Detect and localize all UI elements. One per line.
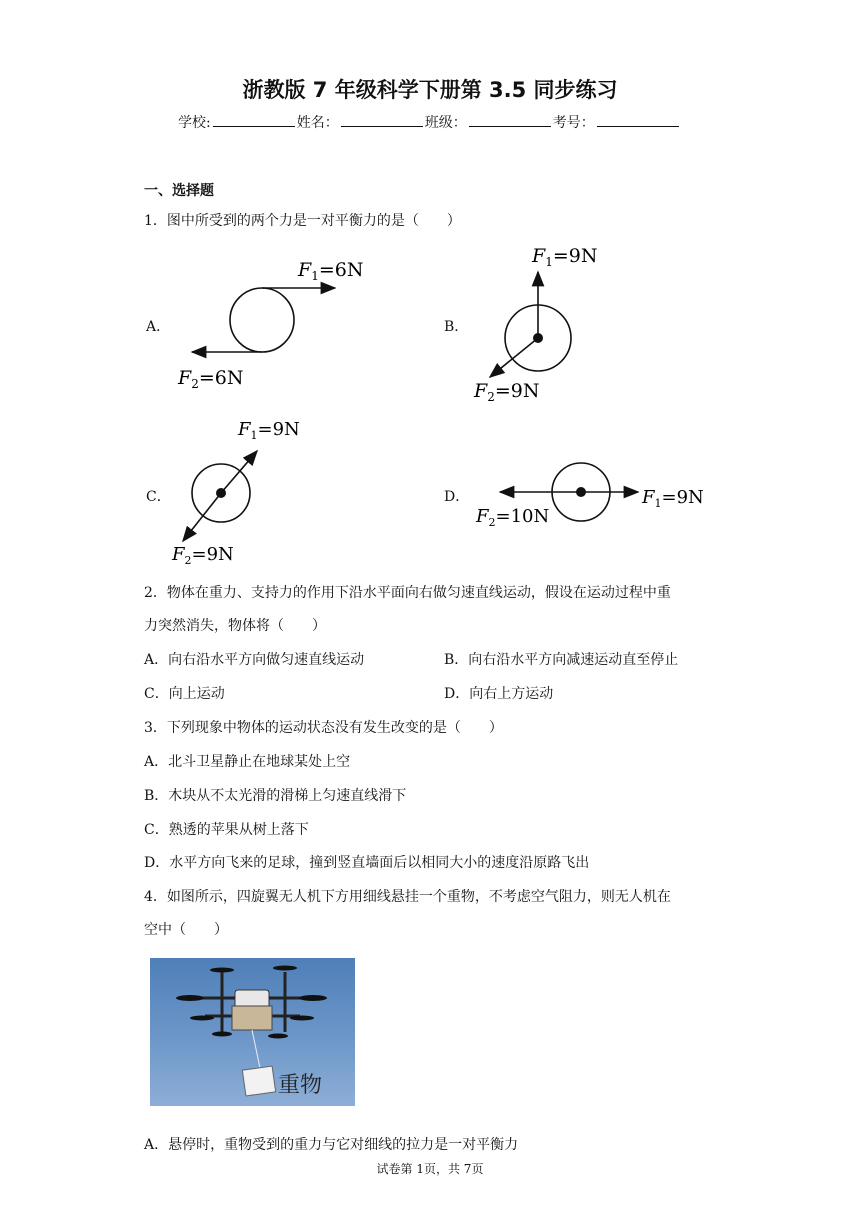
q2-option-b: B．向右沿水平方向减速运动直至停止 (444, 652, 679, 668)
force-f2-arrow (183, 493, 221, 541)
force-f2-label: $F_2=9N$ (474, 380, 540, 404)
object-circle (230, 288, 294, 352)
force-f1-arrow (221, 451, 257, 493)
q1-figure-c (168, 415, 368, 570)
class-label: 班级： (424, 115, 467, 131)
payload-label: 重物 (278, 1073, 323, 1098)
page-title: 浙教版 7 年级科学下册第 3.5 同步练习 (242, 78, 618, 102)
school-blank[interactable] (213, 112, 295, 127)
q4-stem-line1: 4．如图所示，四旋翼无人机下方用细线悬挂一个重物，不考虑空气阻力，则无人机在 (144, 889, 671, 905)
q1-stem: 1．图中所受到的两个力是一对平衡力的是（ ） (144, 213, 461, 229)
q3-option-a: A．北斗卫星静止在地球某处上空 (144, 754, 351, 770)
q2-option-a: A．向右沿水平方向做匀速直线运动 (144, 652, 365, 668)
q3-option-c: C．熟透的苹果从树上落下 (144, 822, 309, 838)
force-f1-label: $F_1=9N$ (532, 245, 598, 269)
q2-stem-line1: 2．物体在重力、支持力的作用下沿水平面向右做匀速直线运动，假设在运动过程中重 (144, 585, 671, 601)
q2-option-c: C．向上运动 (144, 686, 225, 702)
school-label: 学校: (178, 115, 211, 131)
q2-stem-line2: 力突然消失，物体将（ ） (144, 618, 326, 634)
section-heading: 一、选择题 (144, 183, 214, 199)
force-f2-label: $F_2=10N$ (476, 506, 550, 529)
force-f1-label: $F_1=6N$ (298, 259, 364, 283)
q1-option-c-label: C． (146, 489, 171, 505)
exam-no-label: 考号： (552, 115, 595, 131)
q1-option-d-label: D． (444, 489, 470, 505)
page-footer: 试卷第 1页，共 7页 (376, 1162, 484, 1176)
force-f1-label: $F_1=9N$ (238, 419, 300, 442)
force-f2-arrow (490, 338, 538, 377)
q3-stem: 3．下列现象中物体的运动状态没有发生改变的是（ ） (144, 720, 503, 736)
force-f2-label: $F_2=9N$ (172, 544, 234, 567)
force-f2-label: $F_2=6N$ (178, 367, 244, 391)
q4-stem-line2: 空中（ ） (144, 922, 228, 938)
q3-option-b: B．木块从不太光滑的滑梯上匀速直线滑下 (144, 788, 407, 804)
q3-option-d: D．水平方向飞来的足球，撞到竖直墙面后以相同大小的速度沿原路飞出 (144, 855, 590, 871)
force-f1-label: $F_1=9N$ (642, 487, 704, 510)
q1-figure-b (470, 240, 670, 410)
exam-no-blank[interactable] (597, 112, 679, 127)
drone-photo (150, 958, 355, 1106)
name-label: 姓名： (296, 115, 339, 131)
class-blank[interactable] (469, 112, 551, 127)
q1-option-b-label: B． (444, 319, 469, 335)
name-blank[interactable] (341, 112, 423, 127)
q1-option-a-label: A． (146, 319, 171, 335)
student-info-line (178, 112, 681, 132)
q4-option-a: A．悬停时，重物受到的重力与它对细线的拉力是一对平衡力 (144, 1137, 519, 1153)
q1-figure-d (470, 455, 720, 535)
q2-option-d: D．向右上方运动 (444, 686, 554, 702)
q1-figure-a (170, 248, 410, 398)
drone-illustration (150, 958, 355, 1106)
